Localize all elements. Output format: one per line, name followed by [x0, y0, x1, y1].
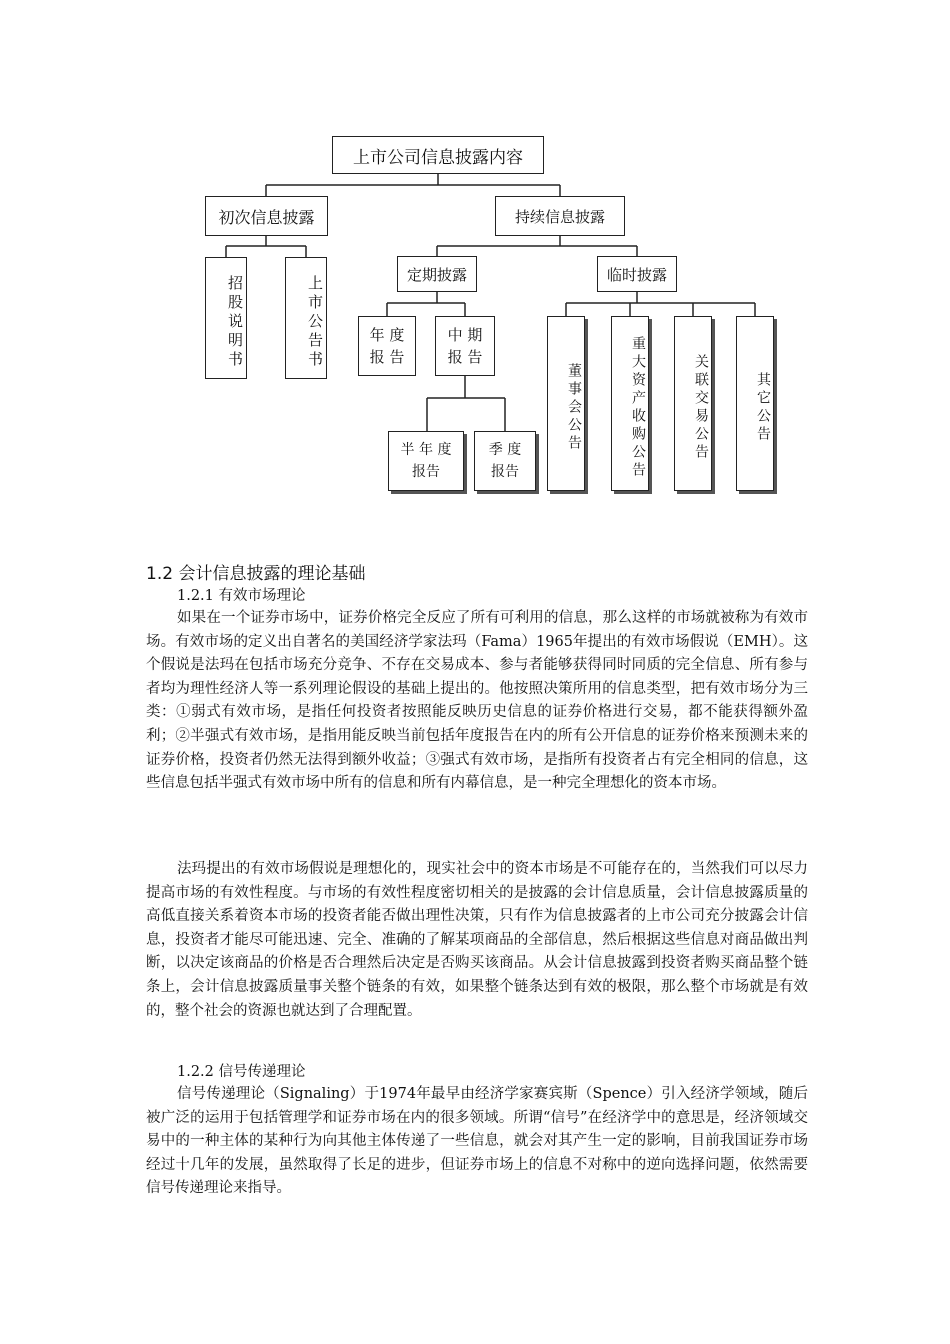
subheading-efficient-market: 1.2.1 有效市场理论 — [177, 588, 306, 604]
board-announcement-box: 董事会公告 — [547, 316, 585, 491]
annual-report-box: 年 度 报 告 — [358, 316, 416, 376]
interim-report-box: 中 期 报 告 — [435, 316, 495, 376]
prospectus-box: 招股说明书 — [205, 257, 247, 379]
semiannual-report-box: 半 年 度 报告 — [388, 431, 464, 491]
listing-announcement-box: 上市公告书 — [285, 257, 327, 379]
quarterly-report-box: 季 度 报告 — [474, 431, 536, 491]
initial-disclosure-box: 初次信息披露 — [205, 196, 328, 236]
root-box: 上市公司信息披露内容 — [332, 136, 544, 174]
temporary-disclosure-box: 临时披露 — [597, 256, 677, 292]
continuing-disclosure-box: 持续信息披露 — [495, 196, 625, 236]
paragraph-efficient-market: 如果在一个证券市场中，证券价格完全反应了所有可利用的信息，那么这样的市场就被称为有效市场。有效市场的定义出自著名的美国经济学家法玛（Fama）1965年提出的有效市场假说（EMH）。这个假说是法玛在包括市场充分竞争、不存在交易成本、参与者能够获得同时同质的完全信息、所有参与者均为理性经济人等一系列理论假设的基础上提出的。他按照决策所用的信息类型，把有效市场分为三类：①弱式有效市场，是指任何投资者按照能反映历史信息的证券价格进行交易，都不能获得额外盈利；②半强式有效市场，是指用能反映当前包括年度报告在内的所有公开信息的证券价格来预测未来的证券价格，投资者仍然无法得到额外收益；③强式有效市场，是指所有投资者占有完全相同的信息，这些信息包括半强式有效市场中所有的信息和所有内幕信息，是一种完全理想化的资本市场。 — [146, 610, 808, 792]
periodic-disclosure-box: 定期披露 — [397, 256, 477, 292]
major-acquisition-announcement-box: 重大资产收购公告 — [611, 316, 649, 491]
paragraph-market-efficiency-quality: 法玛提出的有效市场假说是理想化的，现实社会中的资本市场是不可能存在的，当然我们可以尽力提高市场的有效性程度。与市场的有效性程度密切相关的是披露的会计信息质量，会计信息披露质量的高低直接关系着资本市场的投资者能否做出理性决策，只有作为信息披露者的上市公司充分披露会计信息，投资者才能尽可能迅速、完全、准确的了解某项商品的全部信息，然后根据这些信息对商品做出判断，以决定该商品的价格是否合理然后决定是否购买该商品。从会计信息披露到投资者购买商品整个链条上，会计信息披露质量事关整个链条的有效，如果整个链条达到有效的极限，那么整个市场就是有效的，整个社会的资源也就达到了合理配置。 — [146, 861, 808, 1019]
other-announcement-box: 其它公告 — [736, 316, 774, 491]
subheading-signaling: 1.2.2 信号传递理论 — [177, 1064, 306, 1080]
related-transaction-announcement-box: 关联交易公告 — [674, 316, 712, 491]
disclosure-tree-diagram — [0, 0, 950, 530]
section-heading: 1.2 会计信息披露的理论基础 — [146, 564, 366, 584]
paragraph-signaling: 信号传递理论（Signaling）于1974年最早由经济学家赛宾斯（Spence）引入经济学领域，随后被广泛的运用于包括管理学和证券市场在内的很多领域。所谓“信号”在经济学中的意思是，经济领域交易中的一种主体的某种行为向其他主体传递了一些信息，就会对其产生一定的影响，目前我国证券市场经过十几年的发展，虽然取得了长足的进步，但证券市场上的信息不对称中的逆向选择问题，依然需要信号传递理论来指导。 — [146, 1086, 808, 1197]
